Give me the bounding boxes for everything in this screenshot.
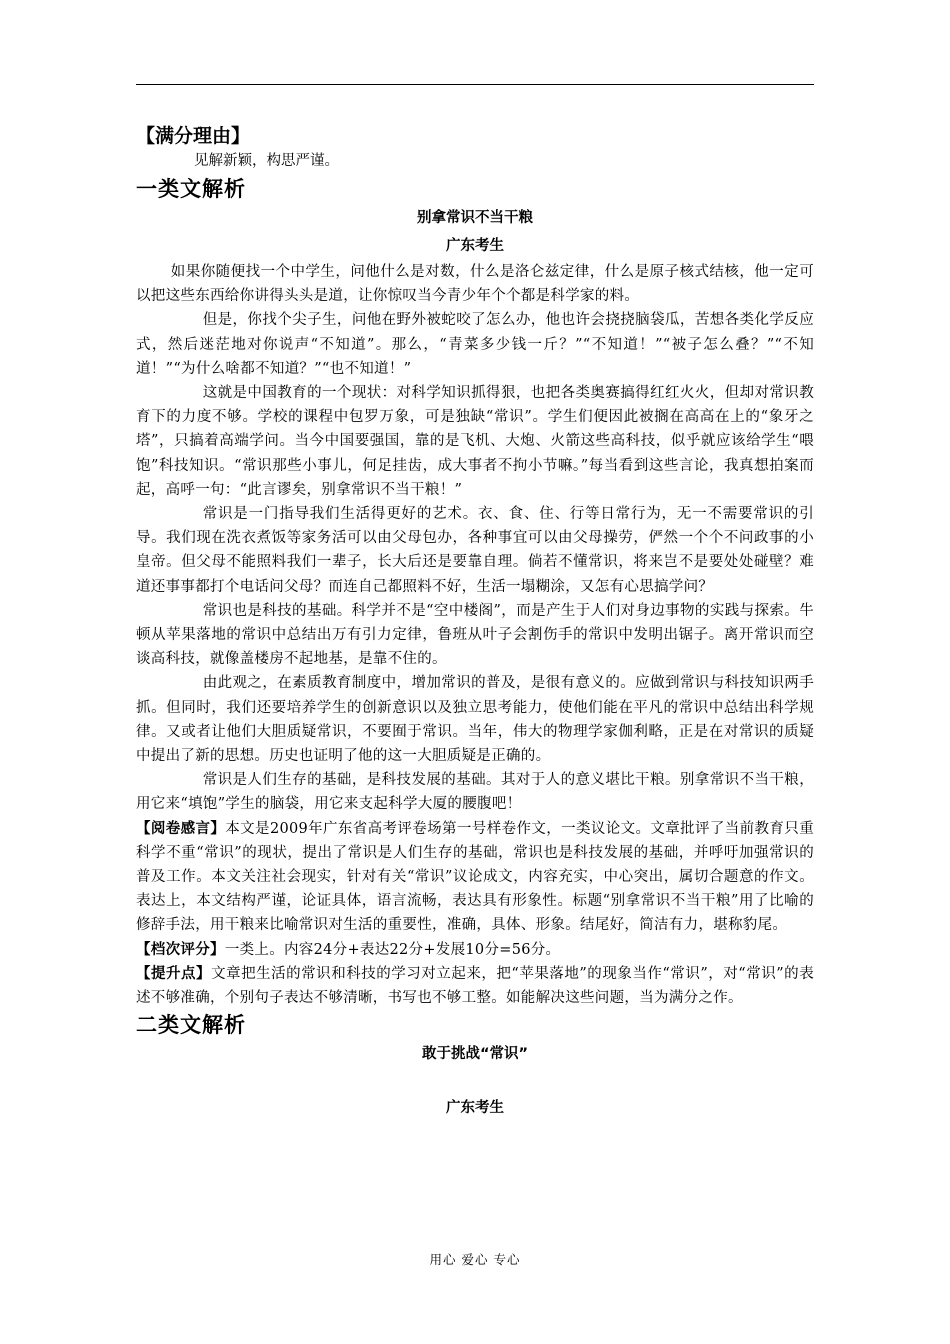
grading-block	[136, 938, 814, 962]
page-footer: 用心 爱心 专心	[429, 1252, 521, 1267]
essay1-paragraph-2: 但是，你找个尖子生，问他在野外被蛇咬了怎么办，他也许会挠挠脑袋瓜，苦想各类化学反应式，然后迷茫地对你说声“不知道”。那么，“青菜多少钱一斤？”“不知道！”“被子怎么叠？”“不知道！”“为什么啥都不知道？”“也不知道！”	[136, 312, 814, 377]
essay1-paragraph-6: 由此观之，在素质教育制度中，增加常识的普及，是很有意义的。应做到常识与科技知识两手抓。但同时，我们还要培养学生的创新意识以及独立思考能力，使他们能在平凡的常识中总结出科学规律。又或者让他们大胆质疑常识，不要囿于常识。当年，伟大的物理学家伽利略，正是在对常识的质疑中提出了新的思想。历史也证明了他的这一大胆质疑是正确的。	[136, 675, 814, 765]
document-body	[136, 122, 814, 1122]
spacer	[136, 1068, 814, 1094]
review-label: 【阅卷感言】	[136, 820, 226, 837]
section1-heading: 一类文解析	[136, 177, 246, 201]
essay2-title: 敢于挑战“常识”	[421, 1046, 529, 1063]
full-marks-heading: 【满分理由】	[136, 125, 251, 147]
review-block	[136, 817, 814, 938]
essay2-author: 广东考生	[446, 1100, 504, 1117]
essay1-paragraph-5: 常识也是科技的基础。科学并不是“空中楼阁”，而是产生于人们对身边事物的实践与探索。牛顿从苹果落地的常识中总结出万有引力定律，鲁班从叶子会割伤手的常识中发明出锯子。离开常识而空谈高科技，就像盖楼房不起地基，是靠不住的。	[136, 602, 814, 668]
header-rule	[136, 84, 814, 85]
improvement-label: 【提升点】	[136, 965, 212, 982]
grading-text: 一类上。内容24分+表达22分+发展10分=56分。	[224, 941, 561, 958]
essay1-title: 别拿常识不当干粮	[417, 210, 533, 226]
improvement-text: 文章把生活的常识和科技的学习对立起来，把“苹果落地”的现象当作“常识”，对“常识”的表述不够准确，个别句子表达不够清晰，书写也不够工整。如能解决这些问题，当为满分之作。	[136, 965, 814, 1007]
improvement-block	[136, 962, 814, 1010]
essay1-paragraph-3: 这就是中国教育的一个现状：对科学知识抓得狠，也把各类奥赛搞得红红火火，但却对常识教育下的力度不够。学校的课程中包罗万象，可是独缺“常识”。学生们便因此被搁在高高在上的“象牙之塔”，只搞着高端学问。当今中国要强国，靠的是飞机、大炮、火箭这些高科技，似乎就应该给学生“喂饱”科技知识。“常识那些小事儿，何足挂齿，成大事者不拘小节嘛。”每当看到这些言论，我真想拍案而起，高呼一句：“此言谬矣，别拿常识不当干粮！”	[136, 385, 814, 498]
essay1-paragraph-7: 常识是人们生存的基础，是科技发展的基础。其对于人的意义堪比干粮。别拿常识不当干粮，用它来“填饱”学生的脑袋，用它来支起科学大厦的腰腹吧！	[136, 772, 814, 813]
essay1-author: 广东考生	[446, 238, 504, 254]
review-text: 本文是2009年广东省高考评卷场第一号样卷作文，一类议论文。文章批评了当前教育只重科学不重“常识”的现状，提出了常识是人们生存的基础，常识也是科技发展的基础，并呼吁加强常识的普及工作。本文关注社会现实，针对有关“常识”议论成文，内容充实，中心突出，属切合题意的作文。表达上，本文结构严谨，论证具体，语言流畅，表达具有形象性。标题“别拿常识不当干粮”用了比喻的修辞手法，用干粮来比喻常识对生活的重要性，准确，具体、形象。结尾好，简洁有力，堪称豹尾。	[136, 820, 814, 934]
essay1-paragraph-1: 如果你随便找一个中学生，问他什么是对数，什么是洛仑兹定律，什么是原子核式结核，他一定可以把这些东西给你讲得头头是道，让你惊叹当今青少年个个都是科学家的料。	[136, 264, 814, 305]
section2-heading: 二类文解析	[136, 1013, 246, 1038]
full-marks-reason: 见解新颖，构思严谨。	[194, 153, 339, 169]
grading-label: 【档次评分】	[136, 941, 225, 958]
essay1-paragraph-4: 常识是一门指导我们生活得更好的艺术。衣、食、住、行等日常行为，无一不需要常识的引导。我们现在洗衣煮饭等家务活可以由父母包办，各种事宜可以由父母操劳，俨然一个个不问政事的小皇帝。但父母不能照料我们一辈子，长大后还是要靠自理。倘若不懂常识，将来岂不是要处处碰壁？难道还事事都打个电话问父母？而连自己都照料不好，生活一塌糊涂，又怎有心思搞学问？	[136, 506, 814, 595]
